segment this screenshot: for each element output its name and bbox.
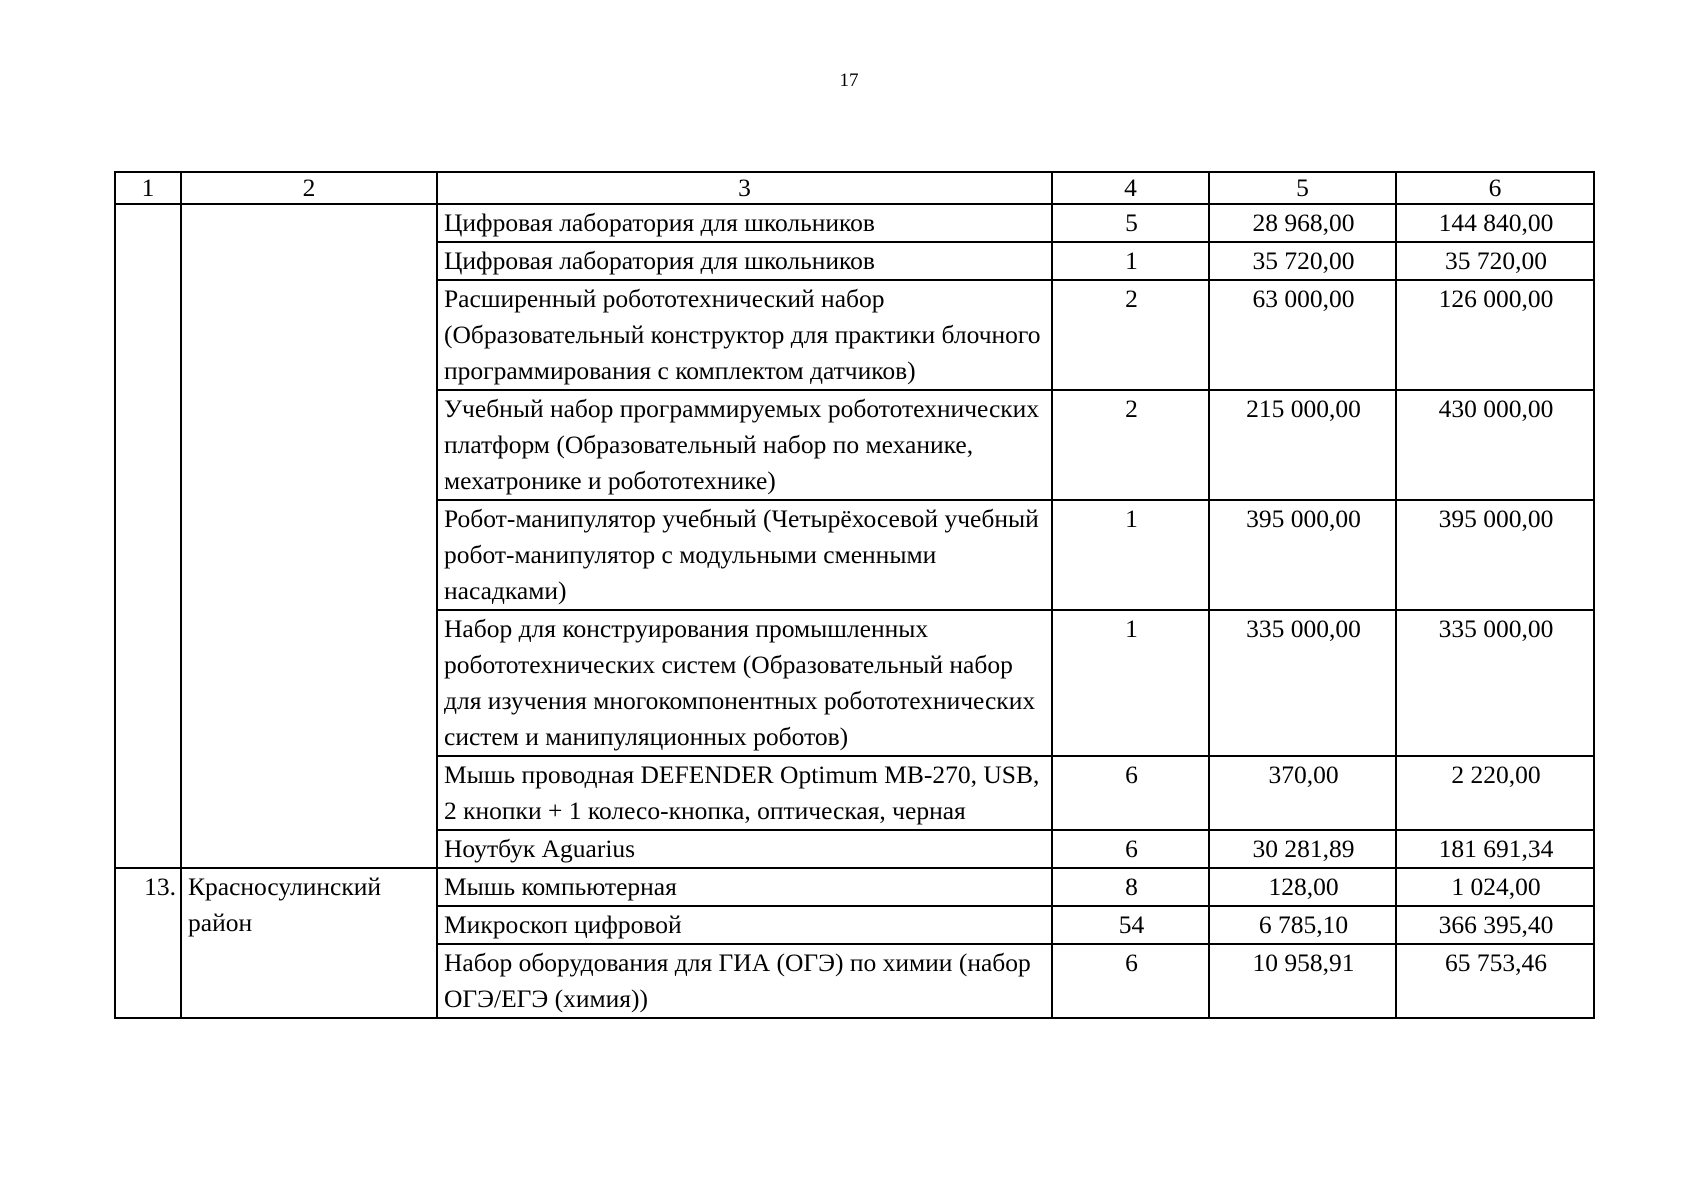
item-price: 35 720,00 bbox=[1209, 242, 1396, 280]
item-total: 366 395,40 bbox=[1396, 906, 1594, 944]
item-name: Цифровая лаборатория для школьников bbox=[437, 242, 1052, 280]
item-price: 10 958,91 bbox=[1209, 944, 1396, 1018]
item-name: Робот-манипулятор учебный (Четырёхосевой учебный робот-манипулятор с модульными сменными насадками) bbox=[437, 500, 1052, 610]
item-quantity: 5 bbox=[1052, 204, 1209, 242]
item-quantity: 54 bbox=[1052, 906, 1209, 944]
equipment-table bbox=[114, 171, 1595, 1019]
item-quantity: 6 bbox=[1052, 756, 1209, 830]
item-quantity: 1 bbox=[1052, 242, 1209, 280]
item-total: 144 840,00 bbox=[1396, 204, 1594, 242]
item-quantity: 8 bbox=[1052, 868, 1209, 906]
item-price: 370,00 bbox=[1209, 756, 1396, 830]
district-cell bbox=[181, 204, 437, 868]
column-number: 2 bbox=[181, 172, 437, 204]
column-number-row bbox=[115, 172, 1594, 204]
column-number: 1 bbox=[115, 172, 181, 204]
item-total: 430 000,00 bbox=[1396, 390, 1594, 500]
item-quantity: 6 bbox=[1052, 830, 1209, 868]
item-quantity: 1 bbox=[1052, 500, 1209, 610]
item-quantity: 6 bbox=[1052, 944, 1209, 1018]
item-price: 63 000,00 bbox=[1209, 280, 1396, 390]
item-name: Мышь проводная DEFENDER Optimum MB-270, USB, 2 кнопки + 1 колесо-кнопка, оптическая, черная bbox=[437, 756, 1052, 830]
column-number: 5 bbox=[1209, 172, 1396, 204]
column-number: 6 bbox=[1396, 172, 1594, 204]
item-total: 395 000,00 bbox=[1396, 500, 1594, 610]
item-name: Расширенный робототехнический набор (Образовательный конструктор для практики блочного программирования с комплектом датчиков) bbox=[437, 280, 1052, 390]
item-name: Набор оборудования для ГИА (ОГЭ) по химии (набор ОГЭ/ЕГЭ (химия)) bbox=[437, 944, 1052, 1018]
table-row bbox=[115, 204, 1594, 242]
page-number: 17 bbox=[839, 70, 859, 91]
item-quantity: 2 bbox=[1052, 390, 1209, 500]
column-number: 4 bbox=[1052, 172, 1209, 204]
item-total: 2 220,00 bbox=[1396, 756, 1594, 830]
item-total: 335 000,00 bbox=[1396, 610, 1594, 756]
item-name: Ноутбук Aguarius bbox=[437, 830, 1052, 868]
item-price: 30 281,89 bbox=[1209, 830, 1396, 868]
item-total: 35 720,00 bbox=[1396, 242, 1594, 280]
column-number: 3 bbox=[437, 172, 1052, 204]
district-cell: Красносулинский район bbox=[181, 868, 437, 1018]
item-total: 1 024,00 bbox=[1396, 868, 1594, 906]
row-number-cell: 13. bbox=[115, 868, 181, 1018]
item-name: Микроскоп цифровой bbox=[437, 906, 1052, 944]
item-price: 395 000,00 bbox=[1209, 500, 1396, 610]
item-price: 28 968,00 bbox=[1209, 204, 1396, 242]
item-name: Учебный набор программируемых робототехнических платформ (Образовательный набор по механике, мехатронике и робототехнике) bbox=[437, 390, 1052, 500]
item-quantity: 2 bbox=[1052, 280, 1209, 390]
item-name: Мышь компьютерная bbox=[437, 868, 1052, 906]
item-price: 335 000,00 bbox=[1209, 610, 1396, 756]
item-total: 126 000,00 bbox=[1396, 280, 1594, 390]
item-total: 65 753,46 bbox=[1396, 944, 1594, 1018]
item-price: 128,00 bbox=[1209, 868, 1396, 906]
item-total: 181 691,34 bbox=[1396, 830, 1594, 868]
item-name: Цифровая лаборатория для школьников bbox=[437, 204, 1052, 242]
item-price: 6 785,10 bbox=[1209, 906, 1396, 944]
table-row bbox=[115, 868, 1594, 906]
item-quantity: 1 bbox=[1052, 610, 1209, 756]
item-name: Набор для конструирования промышленных робототехнических систем (Образовательный набор для изучения многокомпонентных робототехнических систем и манипуляционных роботов) bbox=[437, 610, 1052, 756]
row-number-cell bbox=[115, 204, 181, 868]
item-price: 215 000,00 bbox=[1209, 390, 1396, 500]
